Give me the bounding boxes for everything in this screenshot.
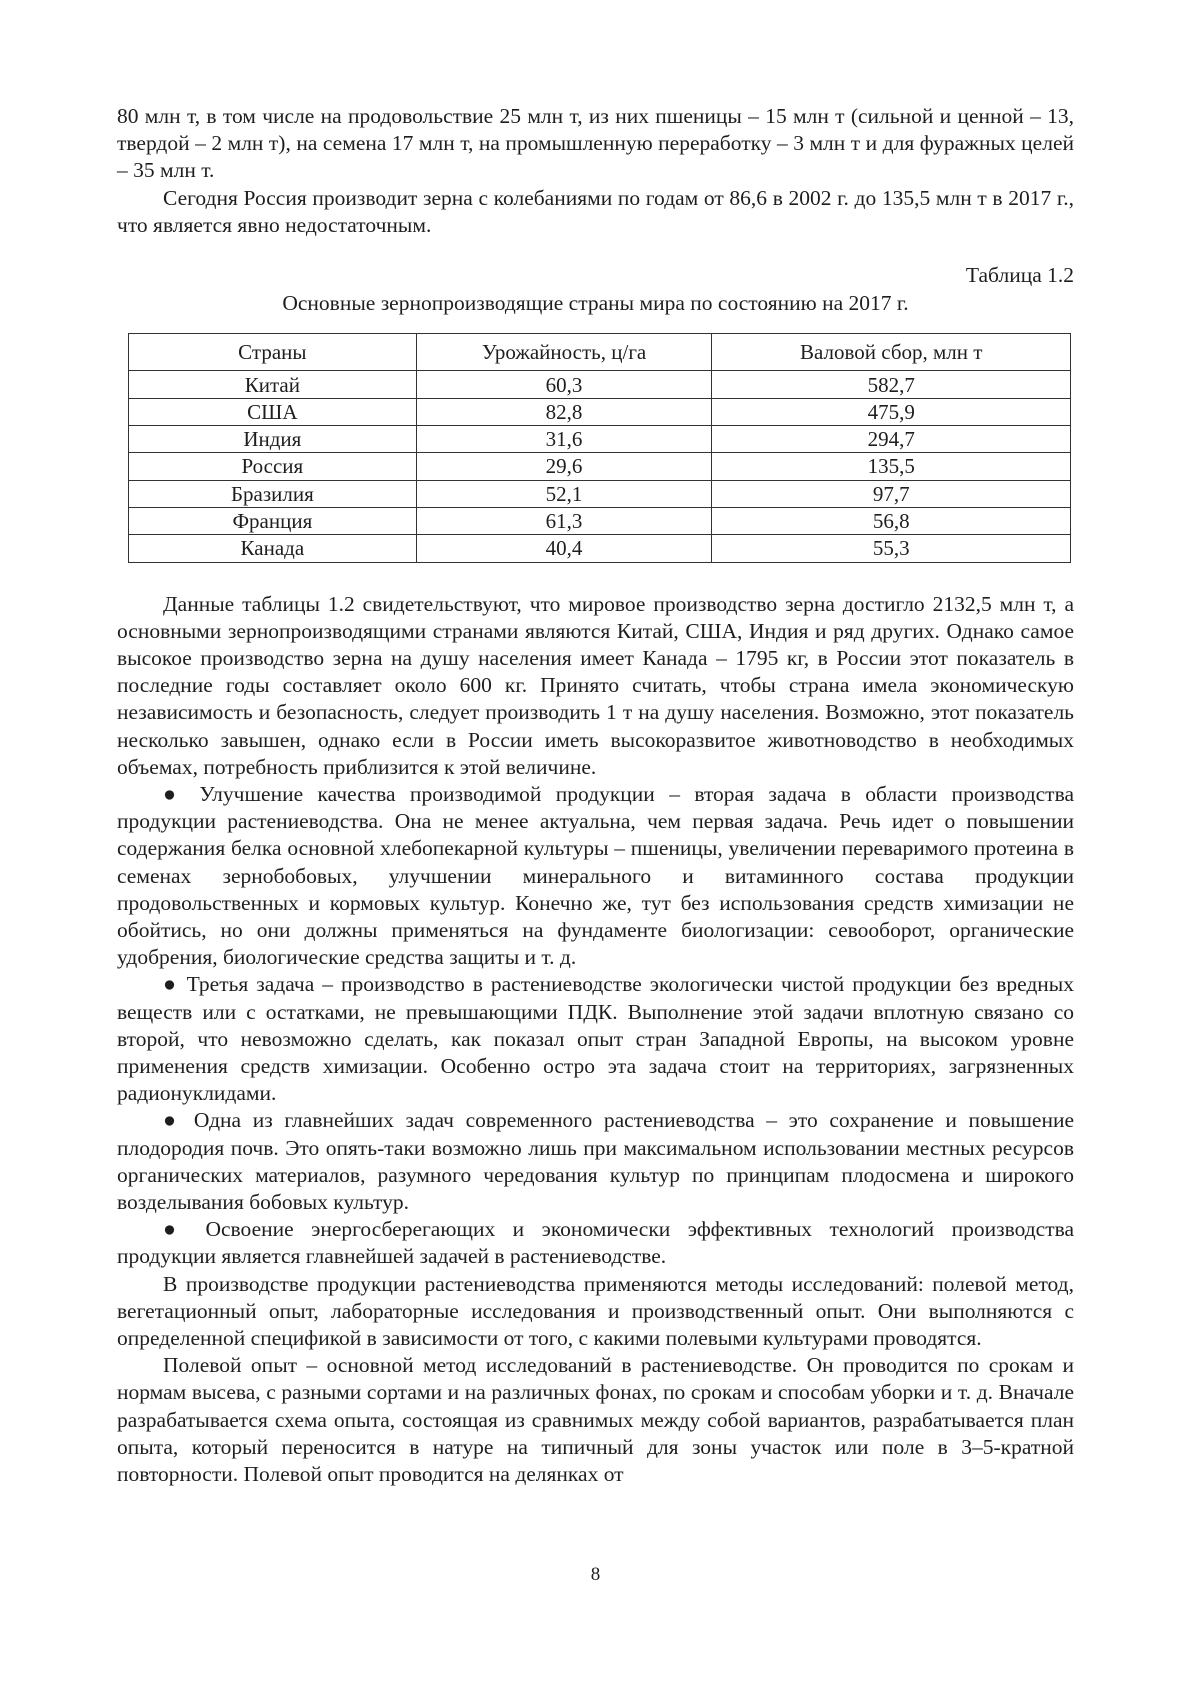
table-cell: 60,3: [416, 371, 712, 398]
table-cell: Канада: [129, 535, 417, 562]
table-row: [129, 453, 1071, 480]
table-cell: 294,7: [712, 426, 1071, 453]
table-cell: 56,8: [712, 507, 1071, 534]
table-cell: 82,8: [416, 398, 712, 425]
bullet-paragraph: ● Третья задача – производство в растениеводстве экологически чистой продукции без вредных веществ или с остатками, не превышающими ПДК. Выполнение этой задачи вплотную связано со второй, что невозможно сделать, как показал опыт стран Западной Европы, на высоком уровне применения средств химизации. Особенно остро эта задача стоит на территориях, загрязненных радионуклидами.: [117, 972, 1074, 1106]
table-cell: 29,6: [416, 453, 712, 480]
table-cell: 135,5: [712, 453, 1071, 480]
table-row: [129, 426, 1071, 453]
table-row: [129, 398, 1071, 425]
table-cell: США: [129, 398, 417, 425]
table-row: [129, 480, 1071, 507]
table-row: [129, 535, 1071, 562]
bullet-paragraph: ● Улучшение качества производимой продукции – вторая задача в области производства продукции растениеводства. Она не менее актуальна, чем первая задача. Речь идет о повышении содержания белка основной хлебопекарной культуры – пшеницы, увеличении переваримого протеина в семенах зернобобовых, улучшении минерального и витаминного состава продукции продовольственных и кормовых культур. Конечно же, тут без использования средств химизации не обойтись, но они должны применяться на фундаменте биологизации: севооборот, органические удобрения, биологические средства защиты и т. д.: [117, 781, 1074, 970]
grain-producers-table: [128, 333, 1071, 562]
table-cell: 475,9: [712, 398, 1071, 425]
page-number: 8: [590, 1564, 601, 1585]
table-cell: 582,7: [712, 371, 1071, 398]
table-cell: Франция: [129, 507, 417, 534]
table-cell: 52,1: [416, 480, 712, 507]
page-content: [117, 103, 1074, 1488]
table-row: [129, 371, 1071, 398]
column-header-gross-harvest: Валовой сбор, млн т: [712, 334, 1071, 371]
table-cell: 55,3: [712, 535, 1071, 562]
table-cell: Китай: [129, 371, 417, 398]
table-cell: Индия: [129, 426, 417, 453]
table-cell: 31,6: [416, 426, 712, 453]
bullet-paragraph: ● Освоение энергосберегающих и экономически эффективных технологий производства продукции является главнейшей задачей в растениеводстве.: [117, 1217, 1074, 1269]
table-title: Основные зернопроизводящие страны мира по состоянию на 2017 г.: [282, 291, 909, 316]
column-header-yield: Урожайность, ц/га: [416, 334, 712, 371]
table-header-row: [129, 334, 1071, 371]
paragraph: В производстве продукции растениеводства применяются методы исследований: полевой метод, вегетационный опыт, лабораторные исследования и производственный опыт. Они выполняются с определенной спецификой в зависимости от того, с какими полевыми культурами проводятся.: [117, 1271, 1074, 1350]
table-cell: Россия: [129, 453, 417, 480]
table-cell: 61,3: [416, 507, 712, 534]
paragraph: Сегодня Россия производит зерна с колебаниями по годам от 86,6 в 2002 г. до 135,5 млн т в 2017 г., что является явно недостаточным.: [117, 185, 1074, 237]
table-label: Таблица 1.2: [965, 263, 1074, 288]
table-row: [129, 507, 1071, 534]
paragraph: Данные таблицы 1.2 свидетельствуют, что мировое производство зерна достигло 2132,5 млн т, а основными зернопроизводящими странами являются Китай, США, Индия и ряд других. Однако самое высокое производство зерна на душу населения имеет Канада – 1795 кг, в России этот показатель в последние годы составляет около 600 кг. Принято считать, чтобы страна имела экономическую независимость и безопасность, следует производить 1 т на душу населения. Возможно, этот показатель несколько завышен, однако если в России иметь высокоразвитое животноводство в необходимых объемах, потребность приблизится к этой величине.: [117, 591, 1074, 779]
paragraph: 80 млн т, в том числе на продовольствие 25 млн т, из них пшеницы – 15 млн т (сильной и ценной – 13, твердой – 2 млн т), на семена 17 млн т, на промышленную переработку – 3 млн т и для фуражных целей – 35 млн т.: [117, 104, 1074, 183]
table-cell: 97,7: [712, 480, 1071, 507]
column-header-countries: Страны: [129, 334, 417, 371]
table-cell: Бразилия: [129, 480, 417, 507]
paragraph: Полевой опыт – основной метод исследований в растениеводстве. Он проводится по срокам и нормам высева, с разными сортами и на различных фонах, по срокам и способам уборки и т. д. Вначале разрабатывается схема опыта, состоящая из сравнимых между собой вариантов, разрабатывается план опыта, который переносится в натуре на типичный для зоны участок или поле в 3–5-кратной повторности. Полевой опыт проводится на делянках от: [117, 1353, 1074, 1486]
bullet-paragraph: ● Одна из главнейших задач современного растениеводства – это сохранение и повышение плодородия почв. Это опять-таки возможно лишь при максимальном использовании местных ресурсов органических материалов, разумного чередования культур по принципам плодосмена и широкого возделывания бобовых культур.: [117, 1108, 1074, 1214]
table-cell: 40,4: [416, 535, 712, 562]
